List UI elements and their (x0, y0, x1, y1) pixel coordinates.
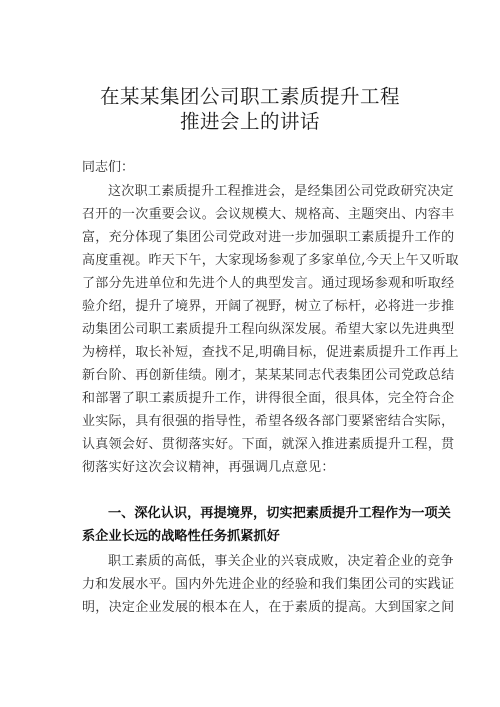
paragraph-line: 验介绍，提升了境界，开阔了视野，树立了标杆，必将进一步推 (82, 299, 455, 314)
paragraph-1 (82, 180, 459, 479)
paragraph-line: 高度重视。昨天下午，大家现场参观了多家单位,今天上午又听取 (82, 253, 459, 268)
title-line-1: 在某某集团公司职工素质提升工程 (99, 85, 400, 108)
paragraph-line: 和部署了职工素质提升工作，讲得很全面，很具体，完全符合企 (82, 391, 455, 406)
paragraph-line: 新台阶、再创新佳绩。刚才，某某某同志代表集团公司党政总结 (82, 368, 455, 383)
paragraph-line: 为榜样，取长补短，查找不足,明确目标，促进素质提升工作再上 (82, 345, 459, 360)
paragraph-line: 认真领会好、贯彻落实好。下面，就深入推进素质提升工程，贯 (82, 437, 455, 452)
paragraph-line: 召开的一次重要会议。会议规模大、规格高、主题突出、内容丰 (82, 207, 455, 222)
paragraph-line: 动集团公司职工素质提升工程向纵深发展。希望大家以先进典型 (82, 322, 455, 337)
heading-line: 系企业长远的战略性任务抓紧抓好 (82, 529, 280, 544)
salutation: 同志们： (82, 160, 135, 175)
paragraph-line: 明，决定企业发展的根本在人，在于素质的提高。大到国家之间 (82, 600, 455, 615)
paragraph-line: 了部分先进单位和先进个人的典型发言。通过现场参观和听取经 (82, 276, 455, 291)
paragraph-line: 业实际，具有很强的指导性，希望各级各部门要紧密结合实际， (82, 414, 455, 429)
paragraph-line: 这次职工素质提升工程推进会，是经集团公司党政研究决定 (108, 184, 454, 199)
heading-line: 一、深化认识，再提境界，切实把素质提升工程作为一项关 (108, 506, 451, 521)
section-heading (82, 502, 451, 548)
paragraph-line: 富，充分体现了集团公司党政对进一步加强职工素质提升工作的 (82, 230, 455, 245)
title-line-2: 推进会上的讲话 (179, 110, 320, 133)
document-title (0, 84, 500, 134)
paragraph-line: 力和发展水平。国内外先进企业的经验和我们集团公司的实践证 (82, 577, 455, 592)
paragraph-line: 彻落实好这次会议精神，再强调几点意见： (82, 460, 335, 475)
paragraph-2 (82, 550, 455, 619)
paragraph-line: 职工素质的高低，事关企业的兴衰成败，决定着企业的竞争 (108, 554, 454, 569)
